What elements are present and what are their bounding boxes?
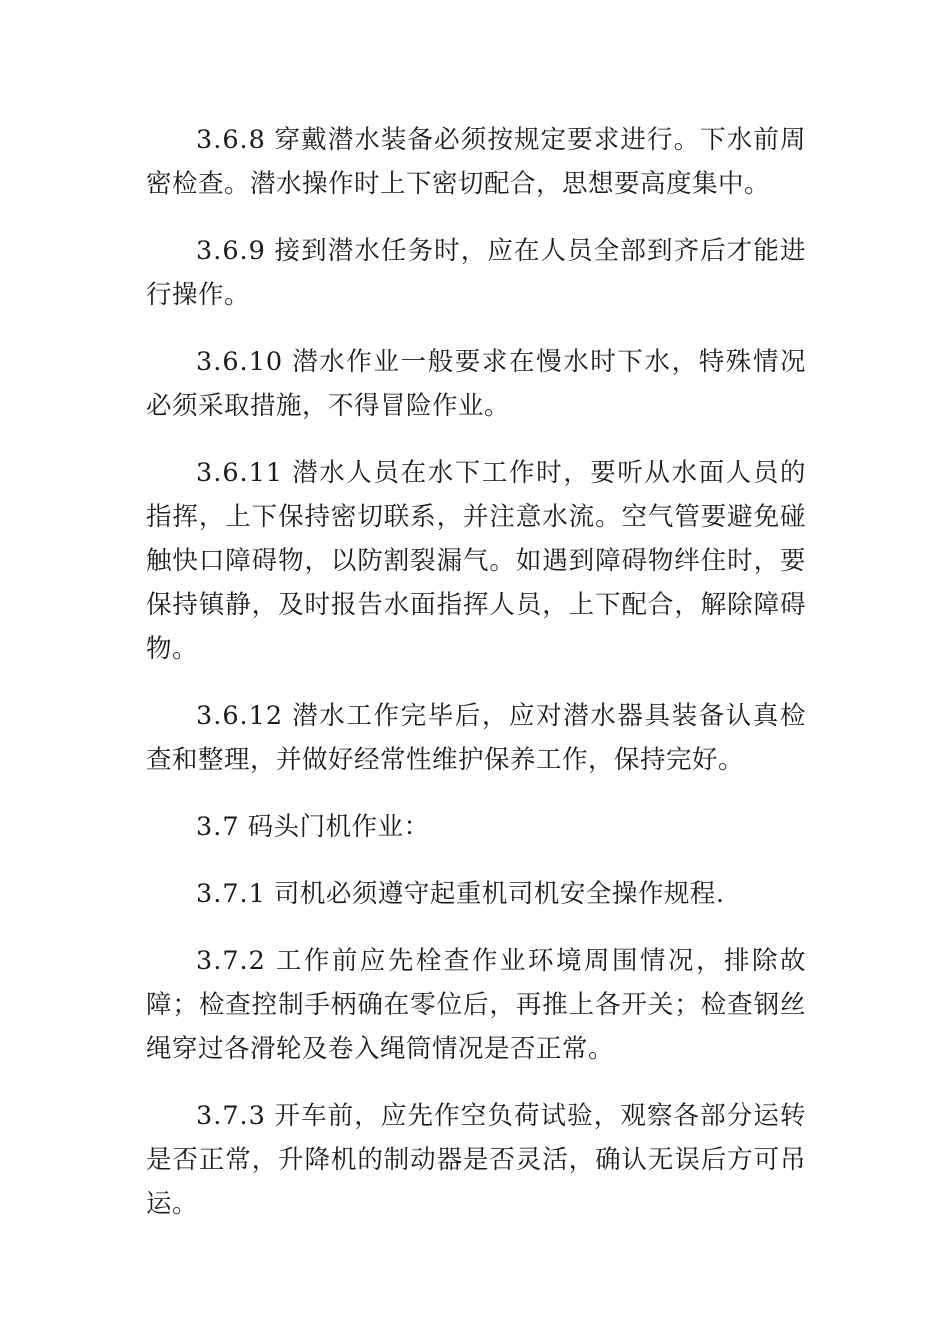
clause-number: 3.7.1	[196, 879, 266, 909]
clause-text: 司机必须遵守起重机司机安全操作规程.	[273, 879, 725, 909]
paragraph-3-6-8	[146, 118, 806, 206]
clause-text: 潜水作业一般要求在慢水时下水，特殊情况必须采取措施，不得冒险作业。	[146, 347, 806, 421]
paragraph-3-6-10	[146, 340, 806, 428]
clause-number: 3.6.11	[196, 458, 284, 488]
clause-number: 3.7.3	[196, 1101, 266, 1131]
clause-number: 3.6.8	[196, 125, 266, 155]
clause-text: 接到潜水任务时，应在人员全部到齐后才能进行操作。	[146, 236, 806, 310]
clause-text: 穿戴潜水装备必须按规定要求进行。下水前周密检查。潜水操作时上下密切配合，思想要高度集中。	[146, 125, 806, 199]
clause-number: 3.6.9	[196, 236, 266, 266]
clause-text: 潜水人员在水下工作时，要听从水面人员的指挥，上下保持密切联系，并注意水流。空气管要避免碰触快口障碍物，以防割裂漏气。如遇到障碍物绊住时，要保持镇静，及时报告水面指挥人员，上下配合，解除障碍物。	[146, 458, 806, 664]
section-heading-3-7	[146, 805, 806, 849]
paragraph-3-6-9	[146, 229, 806, 317]
clause-number: 3.7.2	[196, 946, 266, 976]
paragraph-3-6-12	[146, 694, 806, 782]
clause-number: 3.6.12	[196, 701, 284, 731]
document-body	[146, 118, 806, 1226]
clause-number: 3.6.10	[196, 347, 284, 377]
paragraph-3-7-1	[146, 872, 806, 916]
clause-text: 潜水工作完毕后，应对潜水器具装备认真检查和整理，并做好经常性维护保养工作，保持完好。	[146, 701, 806, 775]
paragraph-3-7-2	[146, 939, 806, 1071]
clause-number: 3.7	[196, 812, 240, 842]
clause-text: 工作前应先栓查作业环境周围情况，排除故障；检查控制手柄确在零位后，再推上各开关；检查钢丝绳穿过各滑轮及卷入绳筒情况是否正常。	[146, 946, 806, 1064]
clause-text: 码头门机作业：	[247, 812, 430, 842]
paragraph-3-6-11	[146, 451, 806, 671]
clause-text: 开车前，应先作空负荷试验，观察各部分运转是否正常，升降机的制动器是否灵活，确认无误后方可吊运。	[146, 1101, 806, 1219]
paragraph-3-7-3	[146, 1094, 806, 1226]
